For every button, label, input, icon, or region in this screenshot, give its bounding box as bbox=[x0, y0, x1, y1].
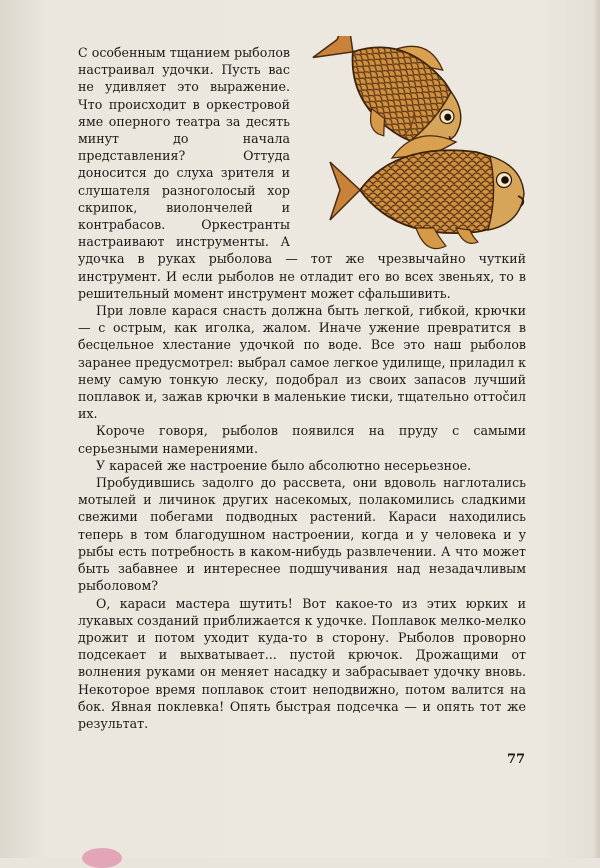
paragraph-3: Короче говоря, рыболов появился на пруду с самыми серьезными намерениями. bbox=[78, 423, 526, 456]
library-stamp-mark bbox=[82, 848, 122, 868]
page-number: 77 bbox=[507, 752, 526, 767]
paragraph-1: С особенным тщанием рыболов настраивал удочки. Пусть вас не удивляет это выражение. Что происходит в оркестровой яме оперного театра за десять минут до начала представления? Оттуда доносится до слуха зрителя и слушателя разноголосый хор скрипок, виолончелей и контрабасов. Оркестранты настраивают инструменты. А удочка в руках рыболова — тот же чрезвычайно чуткий инструмент. И если рыболов не отладит его во всех звеньях, то в решительный момент инструмент может сфальшивить. bbox=[78, 45, 526, 301]
paragraph-4: У карасей же настроение было абсолютно несерьезное. bbox=[96, 457, 472, 473]
paragraph-5: Пробудившись задолго до рассвета, они вдоволь наглотались мотылей и личинок других насекомых, полакомились сладкими свежими побегами подводных растений. Караси находились теперь в том благодушном настроении, когда и у человека и у рыбы есть потребность в каком-нибудь развлечении. А что может быть забавнее и интереснее подшучивания над незадачливым рыболовом? bbox=[78, 475, 526, 594]
body-text bbox=[78, 44, 526, 732]
fish-illustration bbox=[300, 36, 540, 250]
page-edge bbox=[592, 0, 600, 858]
lower-fish bbox=[330, 136, 524, 249]
paragraph-2: При ловле карася снасть должна быть легкой, гибкой, крючки — с острым, как иголка, жалом. Иначе ужение превратится в бесцельное хлестание удочкой по воде. Все это наш рыболов заранее предусмотрел: выбрал самое легкое удилище, приладил к нему самую тонкую леску, подобрал из своих запасов лучший поплавок и, зажав крючки в маленькие тиски, тщательно оттočил их. bbox=[78, 303, 526, 422]
paragraph-6: О, караси мастера шутить! Вот какое-то из этих юрких и лукавых созданий приближается к удочке. Поплавок мелко-мелко дрожит и потом уходит куда-то в сторону. Рыболов проворно подсекает и выхватывает... пустой крючок. Дрожащими от волнения руками он меняет насадку и забрасывает удочку вновь. Некоторое время поплавок стоит неподвижно, потом валится на бок. Явная поклевка! Опять быстрая подсечка — и опять тот же результат. bbox=[78, 595, 526, 731]
